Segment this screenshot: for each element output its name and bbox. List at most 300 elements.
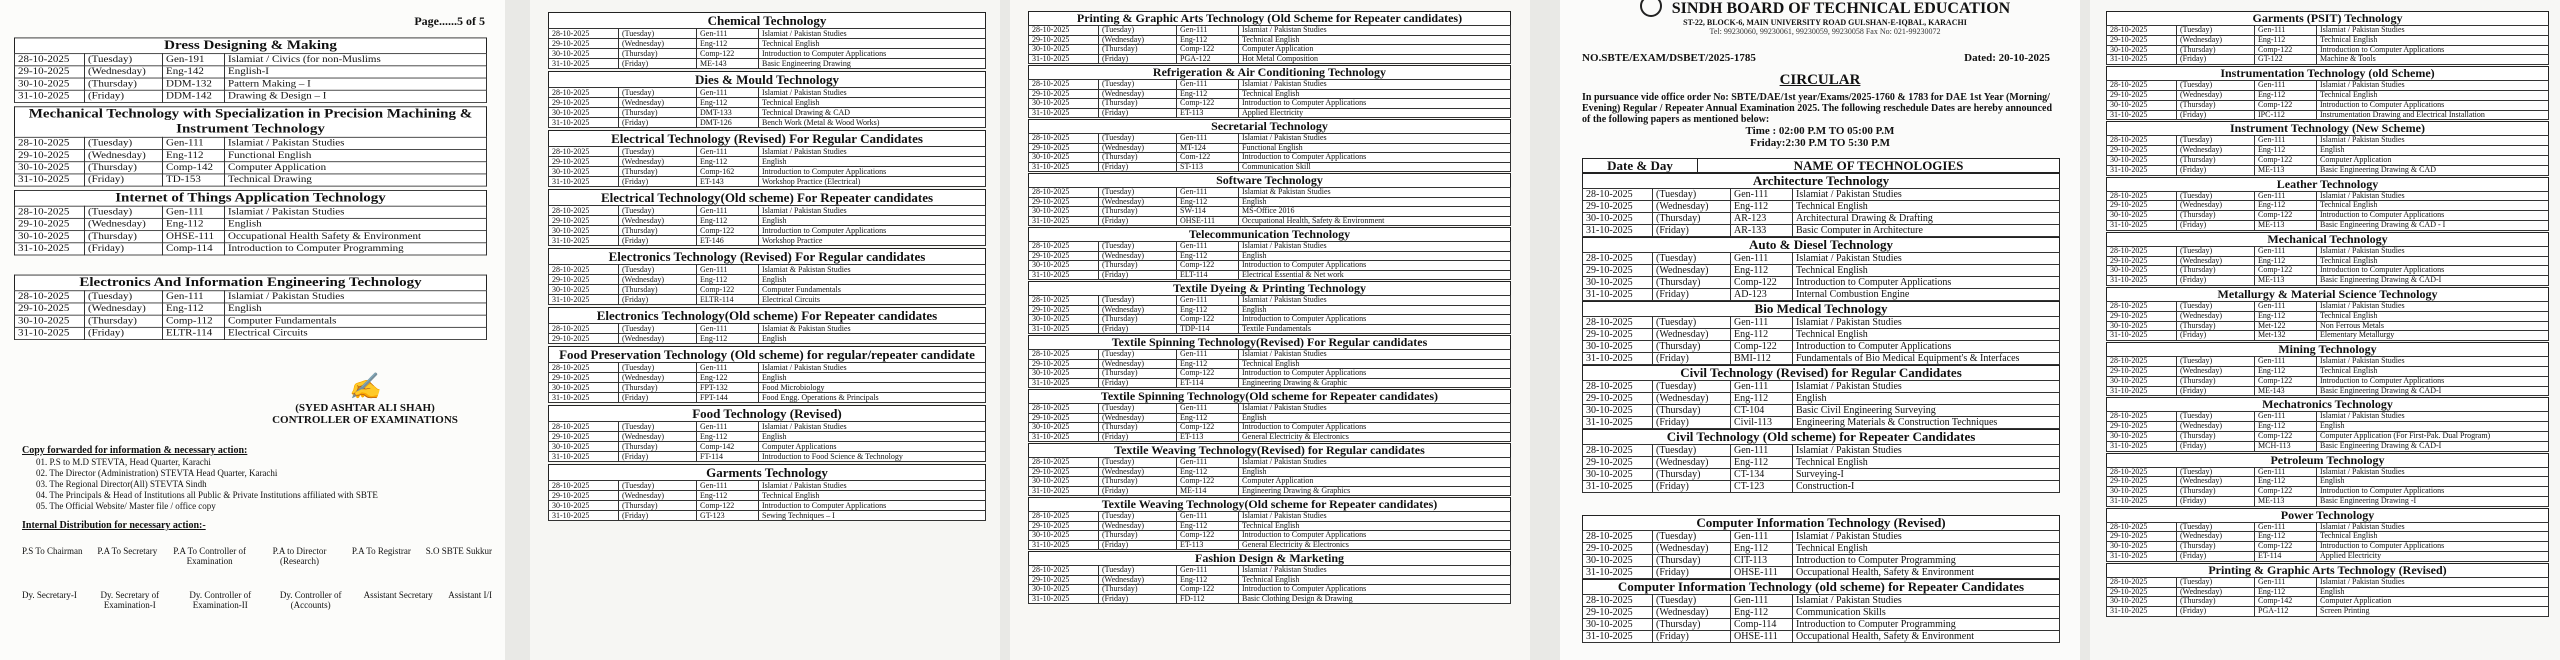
paper-code: ME-143	[697, 59, 759, 69]
section-table	[2106, 25, 2549, 65]
exam-date: 30-10-2025	[1029, 99, 1099, 109]
paper-code: BMI-112	[1731, 353, 1793, 365]
paper-code: Eng-112	[1731, 393, 1793, 405]
paper-title: Engineering Materials & Construction Techniques	[1793, 417, 2060, 429]
table-row	[1029, 531, 1511, 541]
paper-title: Computer Application	[1239, 477, 1511, 487]
exam-date: 28-10-2025	[1583, 531, 1653, 543]
table-row	[2107, 81, 2549, 91]
exam-day: (Thursday)	[2177, 487, 2255, 497]
page-number: Page......5 of 5	[414, 14, 485, 28]
paper-code: ELTR-114	[163, 327, 225, 339]
exam-day: (Wednesday)	[619, 491, 697, 501]
paper-title: Internal Combustion Engine	[1793, 289, 2060, 301]
exam-day: (Tuesday)	[2177, 246, 2255, 256]
exam-date: 29-10-2025	[2107, 146, 2177, 156]
exam-date: 31-10-2025	[1029, 270, 1099, 280]
copy-forward-block	[22, 445, 492, 610]
exam-date: 29-10-2025	[1029, 143, 1099, 153]
exam-date: 28-10-2025	[2107, 412, 2177, 422]
paper-title: Islamiat / Pakistan Studies	[759, 88, 986, 98]
section-table	[1028, 565, 1511, 604]
paper-code: Gen-111	[1177, 242, 1239, 252]
paper-code: Comp-122	[1177, 315, 1239, 325]
paper-title: Islamiat / Pakistan Studies	[225, 291, 487, 303]
circular-title: CIRCULAR	[1779, 72, 1861, 88]
section-title: Textile Spinning Technology(Old scheme for Repeater candidates)	[1028, 389, 1511, 403]
paper-title: Technical English	[1793, 543, 2060, 555]
paper-code: Comp-122	[697, 226, 759, 236]
exam-day: (Tuesday)	[1099, 188, 1177, 198]
table-row	[2107, 155, 2549, 165]
paper-title: Technical English	[1793, 265, 2060, 277]
table-row	[2107, 487, 2549, 497]
table-row	[2107, 110, 2549, 120]
board-name: SINDH BOARD OF TECHNICAL EDUCATION	[1671, 0, 2011, 17]
exam-day: (Tuesday)	[1099, 134, 1177, 144]
exam-date: 31-10-2025	[1029, 108, 1099, 118]
paper-title: Islamiat / Pakistan Studies	[2317, 467, 2549, 477]
table-row	[1029, 512, 1511, 522]
table-row	[1029, 413, 1511, 423]
exam-day: (Thursday)	[85, 78, 163, 90]
paper-title: Computer Application (For First-Pak. Dual Program)	[2317, 431, 2549, 441]
exam-date: 28-10-2025	[549, 147, 619, 157]
exam-date: 29-10-2025	[1029, 35, 1099, 45]
section-table	[1028, 295, 1511, 334]
exam-day: (Thursday)	[2177, 431, 2255, 441]
paper-code: FPT-132	[697, 383, 759, 393]
paper-title: English	[2317, 146, 2549, 156]
exam-day: (Thursday)	[1099, 369, 1177, 379]
paper-title: Basic Engineering Drawing & CAD	[2317, 165, 2549, 175]
exam-day: (Friday)	[1653, 567, 1731, 579]
table-row	[1029, 99, 1511, 109]
exam-date: 28-10-2025	[1583, 253, 1653, 265]
paper-title: English	[1239, 467, 1511, 477]
paper-code: Comp-122	[2255, 211, 2317, 221]
section-table	[1028, 25, 1511, 64]
schedule-section	[548, 464, 986, 521]
table-row	[1029, 188, 1511, 198]
paper-code: Eng-112	[697, 334, 759, 344]
exam-date: 31-10-2025	[1029, 594, 1099, 604]
exam-date: 30-10-2025	[1029, 369, 1099, 379]
table-row	[2107, 90, 2549, 100]
exam-date: 30-10-2025	[1029, 585, 1099, 595]
exam-day: (Wednesday)	[1653, 393, 1731, 405]
exam-day: (Tuesday)	[1653, 531, 1731, 543]
exam-date: 31-10-2025	[1583, 289, 1653, 301]
exam-day: (Thursday)	[619, 226, 697, 236]
schedule-section	[1028, 173, 1511, 226]
paper-title: Hot Metal Composition	[1239, 54, 1511, 64]
schedule-section	[1028, 281, 1511, 334]
exam-date: 31-10-2025	[15, 90, 85, 102]
table-row	[1029, 45, 1511, 55]
table-row	[1029, 296, 1511, 306]
table-row	[2107, 256, 2549, 266]
exam-day: (Wednesday)	[2177, 477, 2255, 487]
schedule-section	[548, 189, 986, 246]
section-table	[1028, 511, 1511, 550]
paper-title: Applied Electricity	[2317, 552, 2549, 562]
table-row	[1029, 251, 1511, 261]
paper-title: Islamiat / Pakistan Studies	[1793, 189, 2060, 201]
paper-code: Gen-111	[2255, 412, 2317, 422]
exam-date: 28-10-2025	[1583, 189, 1653, 201]
exam-date: 29-10-2025	[15, 303, 85, 315]
paper-title: English	[759, 275, 986, 285]
paper-title: Introduction to Computer Programming	[1793, 619, 2060, 631]
signature-icon: ✍	[348, 372, 382, 402]
table-row	[2107, 552, 2549, 562]
paper-code: Comp-122	[1177, 369, 1239, 379]
section-title: Leather Technology	[2106, 177, 2549, 191]
paper-title: Bench Work (Metal & Wood Works)	[759, 118, 986, 128]
table-row	[2107, 522, 2549, 532]
schedule-section	[14, 37, 487, 102]
exam-day: (Tuesday)	[1653, 445, 1731, 457]
paper-title: Islamiat / Pakistan Studies	[1239, 458, 1511, 468]
table-row	[549, 39, 986, 49]
table-row	[2107, 607, 2549, 617]
table-row	[15, 315, 487, 327]
paper-code: Gen-111	[1731, 531, 1793, 543]
paper-code: ET-113	[1177, 432, 1239, 442]
paper-code: TDP-114	[1177, 324, 1239, 334]
section-table	[2106, 356, 2549, 396]
paper-code: Eng-112	[1731, 543, 1793, 555]
exam-date: 30-10-2025	[2107, 376, 2177, 386]
paper-code: Eng-112	[697, 491, 759, 501]
table-row	[549, 265, 986, 275]
paper-code: ME-113	[2255, 165, 2317, 175]
exam-day: (Wednesday)	[1099, 35, 1177, 45]
table-row	[2107, 431, 2549, 441]
exam-day: (Friday)	[2177, 496, 2255, 506]
table-row	[1029, 467, 1511, 477]
paper-title: Islamiat / Pakistan Studies	[1793, 445, 2060, 457]
exam-day: (Tuesday)	[2177, 26, 2255, 36]
exam-date: 31-10-2025	[2107, 55, 2177, 65]
paper-code: Comp-114	[163, 243, 225, 255]
exam-date: 28-10-2025	[15, 206, 85, 218]
table-row	[1029, 54, 1511, 64]
exam-day: (Thursday)	[2177, 542, 2255, 552]
paper-title: Islamiat / Pakistan Studies	[759, 422, 986, 432]
table-row	[549, 422, 986, 432]
paper-title: Technical English	[759, 39, 986, 49]
exam-day: (Friday)	[1099, 54, 1177, 64]
paper-code: Met-122	[2255, 321, 2317, 331]
copy-list-item: 05. The Official Website/ Master file / office copy	[36, 501, 216, 511]
paper-title: Basic Engineering Drawing & CAD-I	[2317, 386, 2549, 396]
exam-date: 31-10-2025	[2107, 110, 2177, 120]
reference-number: NO.SBTE/EXAM/DSBET/2025-1785	[1582, 52, 1756, 64]
exam-date: 31-10-2025	[2107, 552, 2177, 562]
exam-day: (Friday)	[1099, 540, 1177, 550]
exam-day: (Wednesday)	[1653, 201, 1731, 213]
paper-code: Gen-111	[697, 481, 759, 491]
exam-day: (Thursday)	[1099, 153, 1177, 163]
paper-code: Eng-112	[163, 150, 225, 162]
exam-date: 30-10-2025	[549, 167, 619, 177]
exam-day: (Tuesday)	[2177, 136, 2255, 146]
paper-code: Comp-122	[2255, 100, 2317, 110]
distribution-entry: Dy. Secretary of Examination-I	[100, 590, 160, 610]
table-row	[1029, 26, 1511, 36]
schedule-section	[1028, 335, 1511, 388]
copy-list	[36, 457, 492, 512]
paper-title: Islamiat / Pakistan Studies	[759, 206, 986, 216]
paper-title: English	[1239, 305, 1511, 315]
table-row	[1583, 457, 2060, 469]
exam-day: (Friday)	[1099, 594, 1177, 604]
section-title: Electrical Technology (Revised) For Regular Candidates	[548, 130, 986, 146]
exam-date: 29-10-2025	[15, 150, 85, 162]
paper-title: Introduction to Computer Programming	[1793, 555, 2060, 567]
exam-date: 31-10-2025	[1583, 631, 1653, 643]
table-row	[1029, 540, 1511, 550]
exam-date: 29-10-2025	[1029, 359, 1099, 369]
friday-time: Friday:2:30 P.M TO 5:30 P.M	[1750, 137, 1890, 149]
exam-day: (Friday)	[1099, 324, 1177, 334]
table-row	[1029, 315, 1511, 325]
circular-date: Dated: 20-10-2025	[1964, 52, 2050, 64]
exam-date: 28-10-2025	[549, 265, 619, 275]
table-row	[2107, 386, 2549, 396]
table-row	[1583, 405, 2060, 417]
exam-date: 28-10-2025	[2107, 136, 2177, 146]
col-date-header: Date & Day	[1583, 159, 1698, 173]
paper-code: DMT-126	[697, 118, 759, 128]
paper-title: Electrical Essential & Net work	[1239, 270, 1511, 280]
exam-day: (Thursday)	[1099, 423, 1177, 433]
exam-date: 31-10-2025	[1029, 216, 1099, 226]
exam-date: 30-10-2025	[549, 383, 619, 393]
copy-heading: Copy forwarded for information & necessary action:	[22, 445, 248, 456]
exam-date: 30-10-2025	[1583, 619, 1653, 631]
section-table	[2106, 135, 2549, 175]
exam-day: (Thursday)	[85, 162, 163, 174]
schedule-section	[1028, 497, 1511, 550]
paper-code: Gen-111	[2255, 522, 2317, 532]
exam-day: (Thursday)	[2177, 376, 2255, 386]
section-table	[1028, 133, 1511, 172]
table-row	[15, 137, 487, 149]
paper-code: OHSE-111	[1177, 216, 1239, 226]
exam-day: (Tuesday)	[1099, 458, 1177, 468]
exam-date: 30-10-2025	[15, 231, 85, 243]
section-table	[1582, 316, 2060, 365]
schedule-section	[1028, 227, 1511, 280]
exam-date: 30-10-2025	[1583, 405, 1653, 417]
exam-day: (Tuesday)	[1099, 512, 1177, 522]
paper-code: Eng-112	[1177, 521, 1239, 531]
exam-day: (Tuesday)	[619, 363, 697, 373]
section-title: Food Technology (Revised)	[548, 405, 986, 421]
exam-day: (Wednesday)	[1099, 575, 1177, 585]
paper-title: Communication Skills	[1793, 607, 2060, 619]
exam-date: 30-10-2025	[2107, 487, 2177, 497]
exam-date: 29-10-2025	[1583, 329, 1653, 341]
table-row	[1029, 162, 1511, 172]
table-row	[549, 275, 986, 285]
section-table	[1582, 444, 2060, 493]
distribution-entry: Assistant Secretary	[363, 590, 433, 600]
exam-date: 29-10-2025	[549, 432, 619, 442]
section-title: Bio Medical Technology	[1582, 301, 2060, 316]
exam-date: 31-10-2025	[1029, 432, 1099, 442]
table-row	[549, 363, 986, 373]
exam-day: (Tuesday)	[619, 206, 697, 216]
exam-day: (Wednesday)	[85, 66, 163, 78]
exam-date: 31-10-2025	[1029, 324, 1099, 334]
paper-title: Islamiat / Pakistan Studies	[225, 137, 487, 149]
exam-date: 31-10-2025	[2107, 607, 2177, 617]
paper-title: Introduction to Computer Applications	[2317, 45, 2549, 55]
paper-title: Technical English	[1793, 329, 2060, 341]
table-row	[2107, 422, 2549, 432]
exam-date: 28-10-2025	[2107, 191, 2177, 201]
copy-list-item: 04. The Principals & Head of Institutions all Public & Private Institutions affiliated with SBTE	[36, 490, 378, 500]
board-address: ST-22, BLOCK-6, MAIN UNIVERSITY ROAD GULSHAN-E-IQBAL, KARACHI	[1683, 18, 1967, 27]
table-row	[1029, 216, 1511, 226]
paper-title: Islamiat & Pakistan Studies	[1239, 188, 1511, 198]
section-table	[1028, 241, 1511, 280]
exam-day: (Friday)	[1099, 270, 1177, 280]
paper-code: Eng-112	[1731, 201, 1793, 213]
exam-date: 29-10-2025	[2107, 532, 2177, 542]
paper-code: Gen-111	[163, 206, 225, 218]
paper-title: Basic Engineering Drawing	[759, 59, 986, 69]
table-row	[1029, 378, 1511, 388]
paper-title: MS-Office 2016	[1239, 207, 1511, 217]
paper-code: Gen-111	[1177, 134, 1239, 144]
schedule-section	[1582, 515, 2060, 579]
schedule-section	[2106, 11, 2549, 65]
exam-day: (Tuesday)	[619, 422, 697, 432]
exam-day: (Tuesday)	[1099, 404, 1177, 414]
exam-date: 31-10-2025	[2107, 496, 2177, 506]
paper-code: Gen-111	[1731, 189, 1793, 201]
exam-day: (Thursday)	[1653, 277, 1731, 289]
table-row	[1583, 469, 2060, 481]
section-title: Petroleum Technology	[2106, 453, 2549, 467]
table-row	[1029, 486, 1511, 496]
table-row	[1029, 270, 1511, 280]
exam-date: 31-10-2025	[2107, 386, 2177, 396]
exam-date: 28-10-2025	[549, 88, 619, 98]
exam-date: 31-10-2025	[2107, 331, 2177, 341]
exam-day: (Friday)	[1099, 216, 1177, 226]
section-table	[1582, 252, 2060, 301]
exam-day: (Wednesday)	[1653, 543, 1731, 555]
paper-title: Introduction to Computer Applications	[1239, 369, 1511, 379]
exam-date: 28-10-2025	[2107, 81, 2177, 91]
exam-date: 31-10-2025	[1583, 225, 1653, 237]
schedule-section	[14, 106, 487, 186]
paper-title: Workshop Practice	[759, 236, 986, 246]
table-row	[1029, 521, 1511, 531]
table-row	[549, 393, 986, 403]
section-title: Auto & Diesel Technology	[1582, 237, 2060, 252]
table-row	[2107, 246, 2549, 256]
exam-day: (Wednesday)	[1099, 251, 1177, 261]
exam-date: 31-10-2025	[1029, 54, 1099, 64]
exam-date: 30-10-2025	[549, 442, 619, 452]
paper-title: Communication Skill	[1239, 162, 1511, 172]
table-row	[2107, 100, 2549, 110]
exam-date: 30-10-2025	[2107, 597, 2177, 607]
internal-row-2	[22, 590, 492, 610]
paper-code: Eng-112	[697, 39, 759, 49]
paper-code: Eng-112	[2255, 366, 2317, 376]
paper-title: Technical English	[1239, 89, 1511, 99]
copy-list-item: 01. P.S to M.D STEVTA, Head Quarter, Karachi	[36, 457, 211, 467]
exam-day: (Thursday)	[2177, 321, 2255, 331]
distribution-entry: P.A To Controller of Examination	[173, 546, 246, 566]
paper-code: Comp-122	[1731, 277, 1793, 289]
table-row	[549, 216, 986, 226]
table-row	[15, 66, 487, 78]
section-table	[1028, 457, 1511, 496]
section-title: Internet of Things Application Technology	[14, 190, 487, 206]
table-row	[549, 491, 986, 501]
paper-title: English	[759, 216, 986, 226]
table-row	[2107, 321, 2549, 331]
paper-title: Textile Fundamentals	[1239, 324, 1511, 334]
paper-code: Eng-112	[2255, 477, 2317, 487]
table-row	[549, 29, 986, 39]
exam-day: (Friday)	[2177, 110, 2255, 120]
exam-day: (Wednesday)	[1653, 607, 1731, 619]
exam-day: (Tuesday)	[2177, 81, 2255, 91]
schedule-section	[548, 405, 986, 462]
paper-title: Islamiat / Pakistan Studies	[1793, 317, 2060, 329]
schedule-section	[1582, 173, 2060, 237]
paper-title: Technical English	[1793, 201, 2060, 213]
paper-code: FD-112	[1177, 594, 1239, 604]
table-row	[1583, 631, 2060, 643]
paper-title: Basic Engineering Drawing & CAD - I	[2317, 220, 2549, 230]
table-row	[2107, 45, 2549, 55]
paper-code: Eng-112	[1177, 305, 1239, 315]
paper-title: Occupational Health, Safety & Environment	[1793, 567, 2060, 579]
table-row	[1029, 207, 1511, 217]
schedule-section	[1582, 365, 2060, 429]
exam-day: (Wednesday)	[1653, 457, 1731, 469]
section-title: Computer Information Technology (old scheme) for Repeater Candidates	[1582, 579, 2060, 594]
table-row	[15, 90, 487, 102]
signature-block	[250, 372, 480, 426]
exam-day: (Friday)	[2177, 331, 2255, 341]
table-row	[2107, 412, 2549, 422]
exam-date: 29-10-2025	[1583, 265, 1653, 277]
distribution-entry: S.O SBTE Sukkur	[425, 546, 492, 556]
paper-code: Eng-112	[697, 216, 759, 226]
paper-title: Sewing Techniques – I	[759, 511, 986, 521]
paper-code: Eng-112	[697, 432, 759, 442]
distribution-entry: P.A to Director (Research)	[272, 546, 327, 566]
paper-title: General Electricity & Electronics	[1239, 540, 1511, 550]
table-row	[15, 218, 487, 230]
paper-title: Basic Civil Engineering Surveying	[1793, 405, 2060, 417]
section-table	[548, 323, 986, 344]
paper-code: Gen-111	[1177, 404, 1239, 414]
exam-day: (Wednesday)	[619, 334, 697, 344]
